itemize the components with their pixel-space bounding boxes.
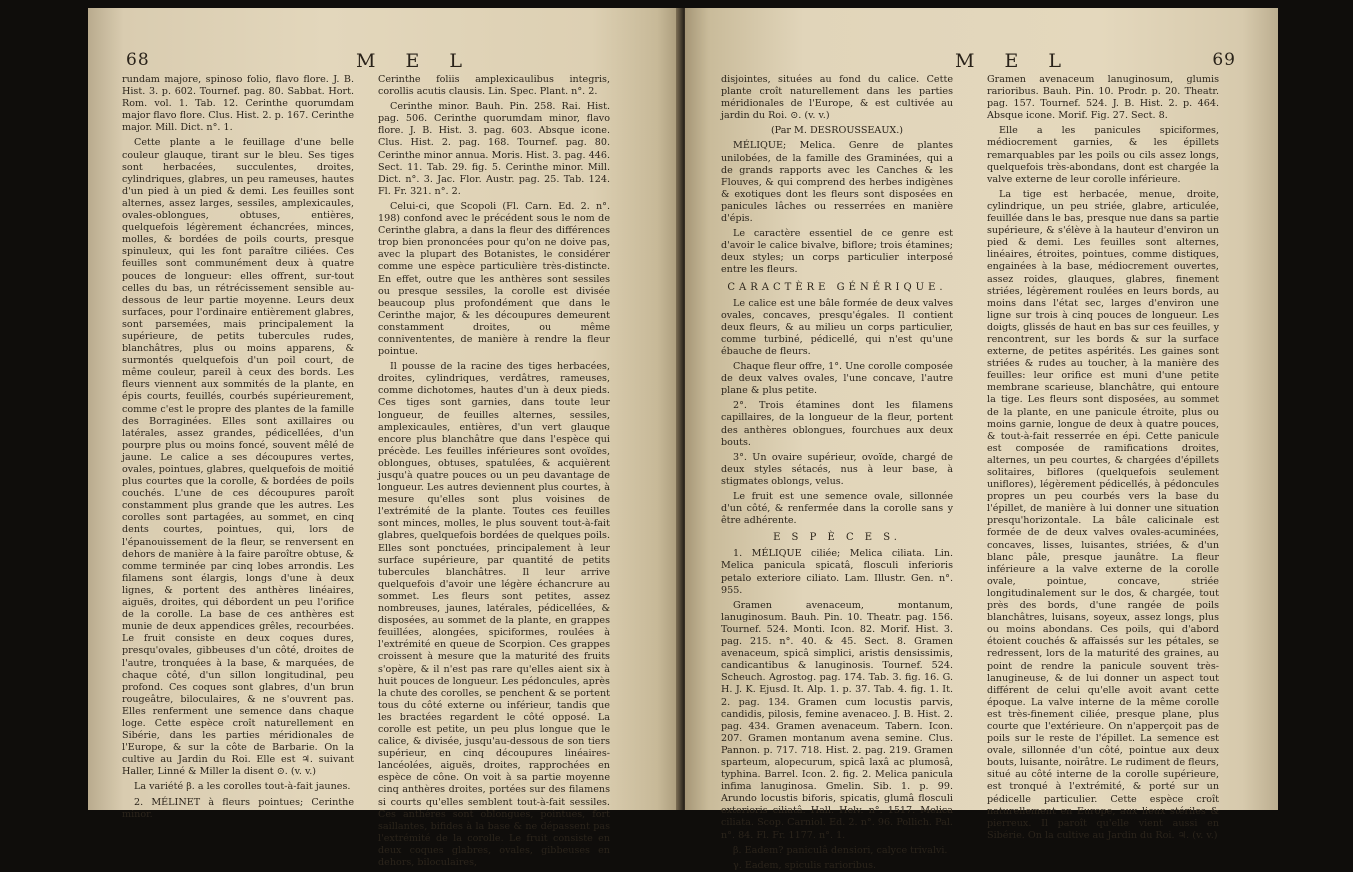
paragraph: Cerinthe minor. Bauh. Pin. 258. Rai. Hist. pag. 506. Cerinthe quorumdam minor, flavo flore. J. B. Hist. 3. pag. 603. Absque icone. Clus. Hist. 2. pag. 168. Tournef. pag. 80. Cerinthe minor annua. Moris. Hist. 3. pag. 446. Sect. 11. Tab. 29. fig. 5. Cerinthe minor. Mill. Dict. n°. 3. Jac. Flor. Austr. pag. 25. Tab. 124. Fl. Fr. 321. n°. 2. (378, 101, 610, 197)
paragraph: β. Eadem? paniculâ densiori, calyce trivalvi. (733, 844, 948, 856)
paragraph: γ. Eadem, spiculis rarioribus. (733, 859, 877, 871)
section-heading: CARACTÈRE GÉNÉRIQUE. (727, 281, 947, 293)
paragraph: Elle a les panicules spiciformes, médiocrement garnies, & les épillets remarquables par les poils ou cils assez longs, quelquefois très-abondans, dont est chargée la valve externe de leur corolle inférieure. (987, 125, 1219, 185)
paragraph: 3°. Un ovaire supérieur, ovoïde, chargé de deux styles sétacés, nus à leur base, à stigmates oblongs, velus. (721, 451, 953, 487)
paragraph: 2. MÉLINET à fleurs pointues; Cerinthe minor. (122, 796, 354, 820)
right-column-1 (721, 74, 953, 871)
left-page-header (126, 50, 641, 72)
section-heading: E S P È C E S. (773, 532, 901, 544)
book-spread (88, 8, 1278, 871)
paragraph: La tige est herbacée, menue, droite, cylindrique, un peu striée, glabre, articulée, feuillée dans le bas, presque nue dans sa partie supérieure, & s'élève à la hauteur d'environ un pied & demi. Les feuilles sont alternes, linéaires, étroites, pointues, comme distiques, engainées à la base, médiocrement ouvertes, assez roides, glauques, glabres, finement striées, légèrement roulées en leurs bords, au moins dans l'état sec, larges d'environ une ligne sur trois à cinq pouces de longueur. Les doigts, glissés de haut en bas sur ces feuilles, y rencontrent, sur les bords & sur la surface externe, de petites aspérités. Les gaines sont striées & rudes au toucher, à la manière des feuilles: leur orifice est muni d'une petite membrane scarieuse, blanchâtre, qui entoure la tige. Les fleurs sont disposées, au sommet de la plante, en une panicule étroite, plus ou moins garnie, longue de deux à quatre pouces, & tout-à-fait resserrée en épi. Cette panicule est composée de ramifications droites, alternes, un peu courtes, & chargées d'épillets solitaires, biflores (quelquefois seulement uniflores), légèrement pédicellés, à pédoncules propres un peu courbés vers la base du l'épillet, de manière à lui donner une situation presqu'horizontale. La bâle calicinale est formée de de deux valves ovales-acuminées, concaves, lisses, luisantes, striées, & d'un blanc pâle, presque jaunâtre. La fleur inférieure a la valve externe de la corolle ovale, pointue, concave, striée longitudinalement sur le dos, & chargée, tout près des bords, d'une rangée de poils blanchâtres, luisans, soyeux, assez longs, plus ou moins abondans. Ces poils, qui d'abord étoient couchés & affaissés sur les pétales, se redressent, lors de la maturité des graines, au point de rendre la panicule souvent très-lanugineuse, & de lui donner un aspect tout différent de celui qu'elle avoit avant cette époque. La valve interne de la même corolle est très-finement ciliée, presque plane, plus courte que l'extérieure. On n'apperçoit pas de poils sur le reste de l'épillet. La semence est ovale, sillonnée d'un côté, pointue aux deux bouts, luisante, noirâtre. Le rudiment de fleurs, situé au côté interne de la corolle supérieure, est tronqué à l'extrémité, & porté sur un pédicelle particulier. Cette espèce croît naturellement en Europe, aux lieux stériles & pierreux. Il paroît qu'elle vient aussi en Sibérie. On la cultive au Jardin du Roi. ♃. (v. v.) (987, 188, 1219, 841)
paragraph: 1. MÉLIQUE ciliée; Melica ciliata. Lin. Melica panicula spicatâ, flosculi inferioris petalo exteriore ciliato. Lam. Illustr. Gen. n°. 955. (721, 548, 953, 596)
left-column-1 (122, 74, 354, 820)
paragraph: Le fruit est une semence ovale, sillonnée d'un côté, & renfermée dans la corolle sans y être adhérente. (721, 491, 953, 527)
left-column-2 (378, 74, 610, 868)
paragraph: rundam majore, spinoso folio, flavo flore. J. B. Hist. 3. p. 602. Tournef. pag. 80. Sabbat. Hort. Rom. vol. 1. Tab. 12. Cerinthe quorumdam major flavo flore. Clus. Hist. 2. p. 167. Cerinthe major. Mill. Dict. n°. 1. (122, 74, 354, 134)
right-running-head: M E L (955, 50, 1074, 72)
genus-heading: MÉLIQUE; Melica. Genre de plantes unilobées, de la famille des Graminées, qui a de grands rapports avec les Canches & les Flouves, & qui comprend des herbes indigènes & exotiques dont les fleurs sont disposées en panicules lâches ou resserrées en manière d'épis. (721, 140, 953, 225)
paragraph: Celui-ci, que Scopoli (Fl. Carn. Ed. 2. n°. 198) confond avec le précédent sous le nom de Cerinthe glabra, a dans la fleur des différences trop bien prononcées pour qu'on ne doive pas, avec la plupart des Botanistes, le considérer comme une espèce particulière très-distincte. En effet, outre que les anthères sont sessiles ou presque sessiles, la corolle est divisée beaucoup plus profondément que dans le Cerinthe major, & les découpures demeurent constamment droites, ou même connivententes, de manière à rendre la fleur pointue. (378, 200, 610, 358)
paragraph: Gramen avenaceum, montanum, lanuginosum. Bauh. Pin. 10. Theatr. pag. 156. Tournef. 524. Monti. Icon. 82. Morif. Hist. 3. pag. 215. n°. 40. & 45. Sect. 8. Gramen avenaceum, spicâ simplici, aristis densissimis, candicantibus & lanuginosis. Tournef. 524. Scheuch. Agrostog. pag. 174. Tab. 3. fig. 16. G. H. J. K. Ejusd. It. Alp. 1. p. 37. Tab. 4. fig. 1. It. 2. pag. 134. Gramen cum locustis parvis, candidis, pilosis, femine avenaceo. J. B. Hist. 2. pag. 434. Gramen avenaceum. Tabern. Icon. 207. Gramen montanum avena semine. Clus. Pannon. p. 717. 718. Hist. 2. pag. 219. Gramen sparteum, alopecurum, spicâ laxâ ac plumosâ, typhina. Barrel. Icon. 2. fig. 2. Melica panicula infima lanuginosa. Gmelin. Sib. 1. p. 99. Arundo locustis biforis, spicatis, glumâ flosculi exterioris ciliatâ. Hall. Helv. n°. 1517. Melica ciliata. Scop. Carniol. Ed. 2. n°. 96. Pollich. Pal. n°. 84. Fl. Fr. 1177. n°. 1. (721, 599, 953, 841)
paragraph: disjointes, situées au fond du calice. Cette plante croît naturellement dans les parties méridionales de l'Europe, & est cultivée au jardin du Roi. ⊙. (v. v.) (721, 74, 953, 122)
right-column-2 (987, 74, 1219, 841)
paragraph: Cerinthe foliis amplexicaulibus integris, corollis acutis clausis. Lin. Spec. Plant. n°. 2. (378, 74, 610, 98)
paragraph: Le caractère essentiel de ce genre est d'avoir le calice bivalve, biflore; trois étamines; deux styles; un corps particulier interposé entre les fleurs. (721, 228, 953, 276)
paragraph: Cette plante a le feuillage d'une belle couleur glauque, tirant sur le bleu. Ses tiges sont herbacées, succulentes, droites, cylindriques, glabres, un peu rameuses, hautes d'un pied à un pied & demi. Les feuilles sont alternes, assez larges, sessiles, amplexicaules, ovales-oblongues, obtuses, entières, quelquefois légèrement échancrées, minces, molles, & bordées de poils courts, presque spinuleux, qui les font paraître ciliées. Ces feuilles sont communément deux à quatre pouces de longueur: elles offrent, sur-tout celles du bas, un rétrécissement sensible au-dessous de leur partie moyenne. Leurs deux surfaces, pour l'ordinaire entièrement glabres, sont parsemées, mais principalement la supérieure, de petits tubercules rudes, blanchâtres, plus ou moins apparens, & surmontés quelquefois d'un poil court, de même couleur, pareil à ceux des bords. Les fleurs viennent aux sommités de la plante, en épis courts, feuillés, courbés supérieurement, comme c'est le propre des plantes de la famille des Borraginées. Elles sont axillaires ou latérales, assez grandes, pédicellées, d'un pourpre plus ou moins foncé, souvent mêlé de jaune. Le calice a ses découpures vertes, ovales, pointues, glabres, quelquefois de moitié plus courtes que la corolle, & bordées de poils couchés. L'une de ces découpures paroît constamment plus grande que les autres. Les corolles sont partagées, au sommet, en cinq dents courtes, pointues, qui, lors de l'épanouissement de la fleur, se renversent en dehors de manière à la faire paroître obtuse, & comme terminée par cinq lobes arrondis. Les filamens sont élargis, longs d'une à deux lignes, & portent des anthères linéaires, aiguës, droites, qui débordent un peu l'orifice de la corolle. La base de ces anthères est munie de deux appendices grêles, recourbées. Le fruit consiste en deux coques dures, presqu'ovales, gibbeuses d'un côté, droites de l'autre, tronquées à la base, & marquées, de chaque côté, d'un sillon longitudinal, peu profond. Ces coques sont glabres, d'un brun rougeâtre, biloculaires, & ne s'ouvrent pas. Elles renferment une semence dans chaque loge. Cette espèce croît naturellement en Sibérie, dans les parties méridionales de l'Europe, & sur la côte de Barbarie. On la cultive au Jardin du Roi. Elle est ♃. suivant Haller, Linné & Miller la disent ⊙. (v. v.) (122, 137, 354, 778)
paragraph: Gramen avenaceum lanuginosum, glumis rarioribus. Bauh. Pin. 10. Prodr. p. 20. Theatr. pag. 157. Tournef. 524. J. B. Hist. 2. p. 464. Absque icone. Morif. Fig. 27. Sect. 8. (987, 74, 1219, 122)
paragraph: La variété β. a les corolles tout-à-fait jaunes. (134, 781, 351, 793)
paragraph: Le calice est une bâle formée de deux valves ovales, concaves, presqu'égales. Il contient deux fleurs, & au milieu un corps particulier, comme turbiné, pédicellé, qui n'est qu'une ébauche de fleurs. (721, 297, 953, 357)
paragraph: 2°. Trois étamines dont les filamens capillaires, de la longueur de la fleur, portent des anthères oblongues, fourchues aux deux bouts. (721, 400, 953, 448)
right-page (685, 8, 1278, 871)
author-credit: (Par M. DESROUSSEAUX.) (770, 125, 904, 137)
right-page-header (725, 50, 1240, 72)
right-page-number: 69 (1212, 50, 1236, 70)
left-page (88, 8, 681, 868)
paragraph: Il pousse de la racine des tiges herbacées, droites, cylindriques, verdâtres, rameuses, comme dichotomes, hautes d'un à deux pieds. Ces tiges sont garnies, dans toute leur longueur, de feuilles alternes, sessiles, amplexicaules, entières, d'un vert glauque encore plus blanchâtre que dans l'espèce qui précède. Les feuilles inférieures sont ovoïdes, oblongues, obtuses, spatulées, & acquièrent jusqu'à quatre pouces ou un peu davantage de longueur. Les autres deviennent plus courtes, à mesure qu'elles sont plus voisines de l'extrémité de la plante. Toutes ces feuilles sont minces, molles, le plus souvent tout-à-fait glabres, quelquefois bordées de quelques poils. Elles sont ponctuées, principalement à leur surface supérieure, par quantité de petits tubercules blanchâtres. Il leur arrive quelquefois d'avoir une légère échancrure au sommet. Les fleurs sont petites, assez nombreuses, jaunes, latérales, pédicellées, & disposées, au sommet de la plante, en grappes feuillées, alongées, spiciformes, roulées à l'extrémité en queue de Scorpion. Ces grappes croissent à mesure que la maturité des fruits s'opère, & il n'est pas rare qu'elles aient six à huit pouces de longueur. Les pédoncules, après la chute des corolles, se penchent & se portent tous du côté externe ou inférieur, tandis que les bractées regardent le côté opposé. La corolle est petite, un peu plus longue que le calice, & divisée, jusqu'au-dessous de son tiers supérieur, en cinq découpures linéaires-lancéolées, aiguës, droites, rapprochées en espèce de cône. On voit à sa partie moyenne cinq anthères droites, portées sur des filamens si courts qu'elles semblent tout-à-fait sessiles. Ces anthères sont oblongues, pointues, fort saillantes, bifides à la base & ne dépassent pas l'extrémité de la corolle. Le fruit consiste en deux coques glabres, ovales, gibbeuses en dehors, biloculaires, (378, 361, 610, 868)
left-page-number: 68 (126, 50, 150, 70)
paragraph: Chaque fleur offre, 1°. Une corolle composée de deux valves ovales, l'une concave, l'autre plane & plus petite. (721, 361, 953, 397)
left-running-head: M E L (356, 50, 475, 72)
